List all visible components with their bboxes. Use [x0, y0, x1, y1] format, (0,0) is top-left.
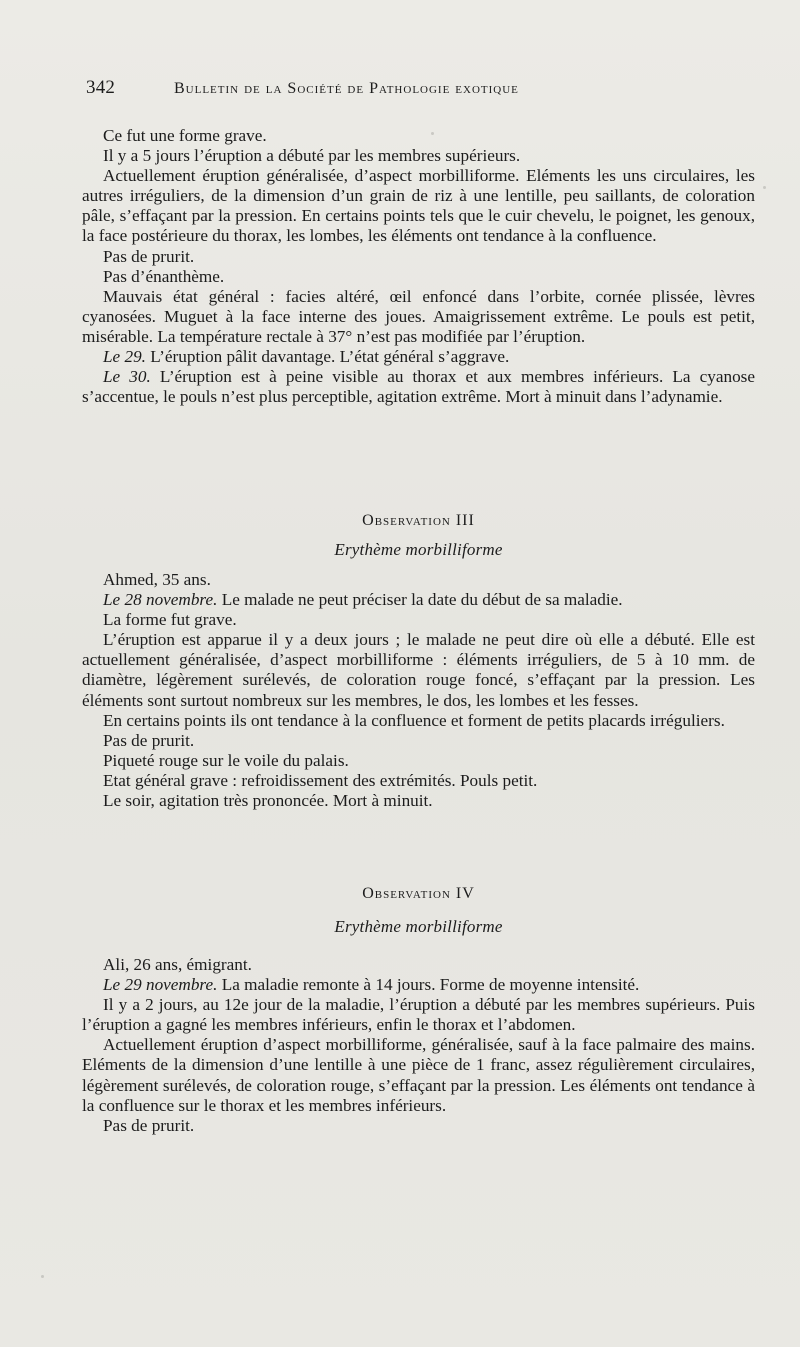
running-title: Bulletin de la Société de Pathologie exotique: [174, 80, 519, 97]
paragraph: Pas de prurit.: [103, 246, 195, 266]
page-header: [86, 72, 736, 102]
paragraph: L’éruption est apparue il y a deux jours ; le malade ne peut dire où elle a débuté. Elle est actuellement généralisée, d’aspect morbilliforme : éléments irréguliers, de 5 à 10 mm. de diamètre, légèrement surélevés, de coloration rouge foncé, s’effaçant par la pression. Les éléments sont surtout nombreux sur les membres, le dos, les lombes et les fesses.: [82, 630, 755, 710]
date-paragraph: [82, 590, 755, 610]
paper-speck: [763, 186, 766, 189]
observation-iii-subtitle: Erythème morbilliforme: [334, 540, 503, 559]
paragraph: La forme fut grave.: [103, 610, 237, 630]
patient-line: Ali, 26 ans, émigrant.: [103, 955, 252, 974]
paragraph: Etat général grave : refroidissement des extrémités. Pouls petit.: [103, 770, 538, 790]
observation-iv-subtitle: Erythème morbilliforme: [334, 917, 503, 936]
date-label: Le 29 novembre.: [103, 975, 218, 995]
paragraph-le-29: [82, 347, 755, 367]
paragraph: Pas d’énanthème.: [103, 266, 225, 286]
paragraph-text: L’éruption pâlit davantage. L’état général s’aggrave.: [145, 347, 510, 367]
observation-iv-text: [82, 955, 755, 1136]
paragraph-text: L’éruption est à peine visible au thorax et aux membres inférieurs. La cyanose s’accentue, le pouls n’est plus perceptible, agitation extrême. Mort à minuit dans l’adynamie.: [82, 367, 756, 407]
paper-speck: [431, 132, 434, 135]
date-label: Le 28 novembre.: [103, 590, 218, 610]
paragraph-le-30: [82, 367, 755, 407]
date-paragraph: [82, 975, 755, 995]
body-text-block-1: [82, 126, 755, 407]
paragraph: Actuellement éruption d’aspect morbilliforme, généralisée, sauf à la face palmaire des mains. Eléments de la dimension d’une lentille à une pièce de 1 franc, assez régulièrement circulaires, légèrement surélevés, de coloration rouge, s’effaçant par la pression. Les éléments ont tendance à la confluence sur le thorax et les membres inférieurs.: [82, 1035, 755, 1115]
paragraph: Il y a 2 jours, au 12e jour de la maladie, l’éruption a débuté par les membres supérieurs. Puis l’éruption a gagné les membres inférieurs, enfin le thorax et l’abdomen.: [82, 995, 755, 1035]
paragraph: Actuellement éruption généralisée, d’aspect morbilliforme. Eléments les uns circulaires, les autres irréguliers, de la dimension d’un grain de riz à une lentille, peu saillants, de coloration pâle, s’effaçant par la pression. En certains points tels que le cuir chevelu, le poignet, les genoux, la face postérieure du thorax, les lombes, les éléments ont tendance à la confluence.: [82, 166, 755, 246]
paragraph: Piqueté rouge sur le voile du palais.: [103, 750, 349, 770]
paragraph: Il y a 5 jours l’éruption a débuté par les membres supérieurs.: [103, 146, 521, 166]
paragraph: Pas de prurit.: [103, 1115, 195, 1135]
observation-iii-text: [82, 570, 755, 811]
patient-line: Ahmed, 35 ans.: [103, 570, 211, 589]
paragraph-text: Le malade ne peut préciser la date du début de sa maladie.: [217, 590, 623, 610]
observation-iii-heading: Observation III: [362, 512, 475, 529]
paragraph: Le soir, agitation très prononcée. Mort à minuit.: [103, 791, 433, 811]
page-number: 342: [86, 77, 116, 98]
paragraph: Ce fut une forme grave.: [103, 126, 267, 145]
paragraph: Pas de prurit.: [103, 730, 195, 750]
paragraph-text: La maladie remonte à 14 jours. Forme de moyenne intensité.: [217, 975, 640, 995]
paragraph: Mauvais état général : facies altéré, œil enfoncé dans l’orbite, cornée plissée, lèvres cyanosées. Muguet à la face interne des joues. Amaigrissement extrême. Le pouls est petit, misérable. La température rectale à 37° n’est pas modifiée par l’éruption.: [82, 286, 755, 346]
date-label: Le 29.: [103, 347, 146, 367]
observation-iv-heading: Observation IV: [362, 885, 475, 902]
date-label: Le 30.: [103, 367, 151, 387]
paragraph: En certains points ils ont tendance à la confluence et forment de petits placards irréguliers.: [103, 710, 725, 730]
paper-speck: [41, 1275, 44, 1278]
